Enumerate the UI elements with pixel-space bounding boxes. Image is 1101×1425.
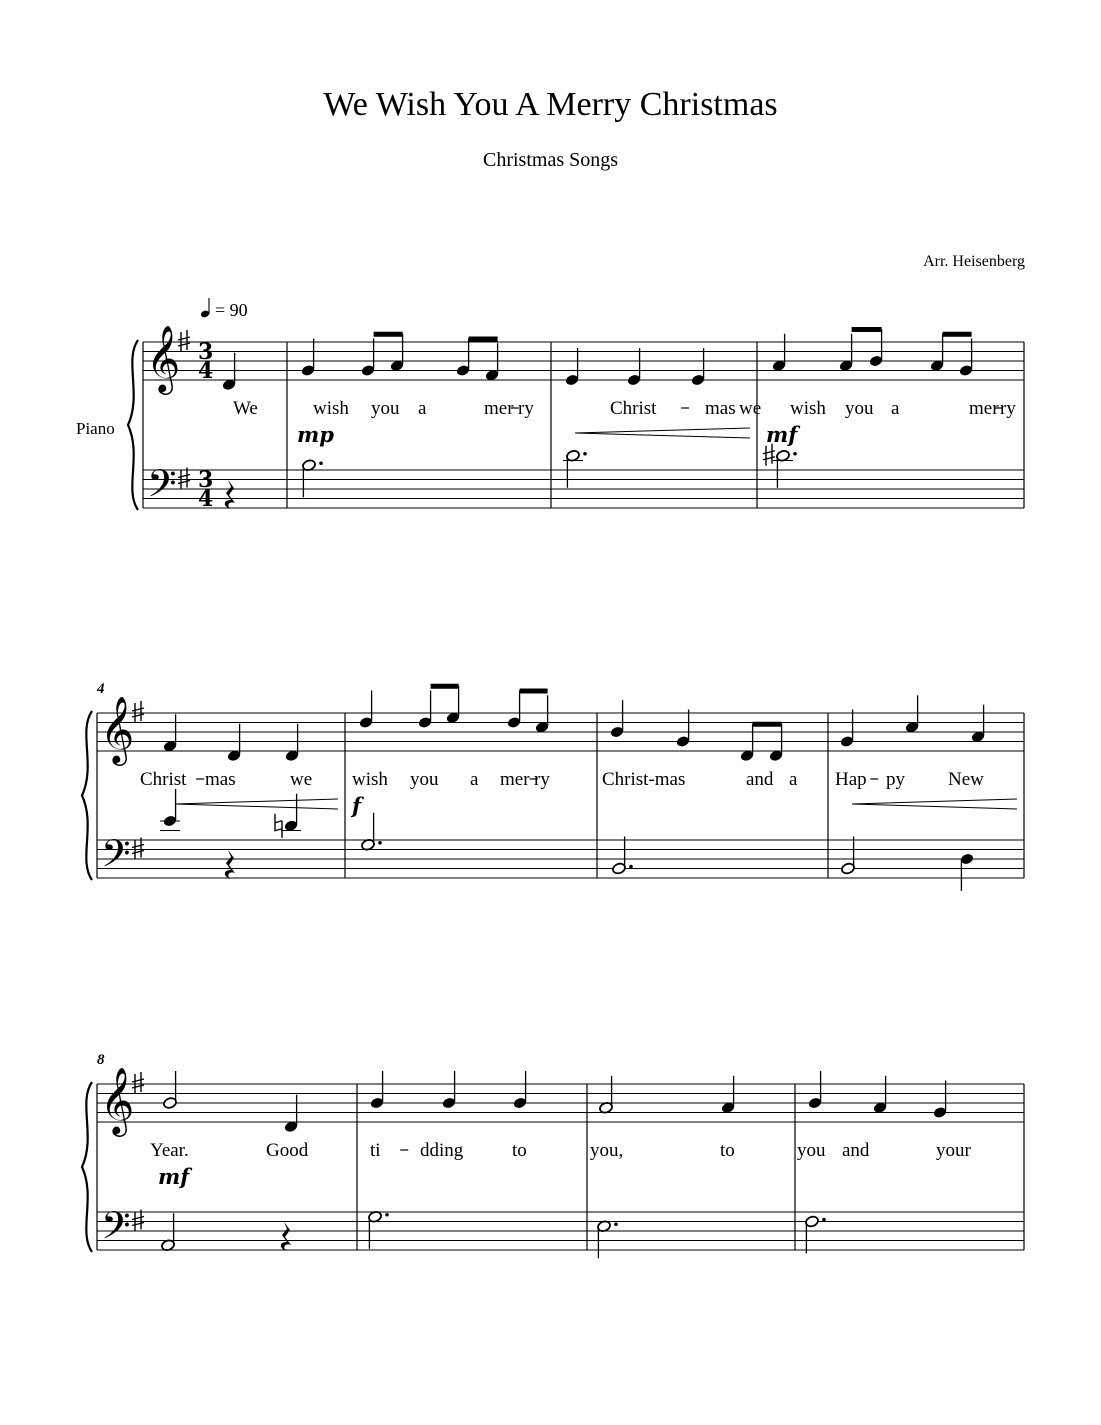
treble-clef: 𝄞	[146, 324, 181, 392]
augmentation-dot	[793, 452, 797, 456]
quarter-rest	[225, 480, 235, 509]
key-signature-sharp	[132, 1210, 144, 1232]
augmentation-dot	[385, 1213, 389, 1217]
augmentation-dot	[378, 841, 382, 845]
augmentation-dot	[614, 1222, 618, 1226]
lyric-syllable: mas	[205, 769, 236, 790]
system-1	[76, 298, 1024, 515]
lyric-syllable: and	[746, 769, 774, 790]
lyric-syllable: mer	[484, 398, 514, 419]
time-signature-top: 3	[198, 339, 214, 365]
lyric-syllable: you	[371, 398, 400, 419]
system-3	[82, 1052, 1024, 1258]
lyric-syllable: we	[290, 769, 313, 790]
lyric-syllable: to	[512, 1140, 527, 1161]
crescendo-hairpin	[852, 799, 1017, 809]
lyric-syllable: ti	[370, 1140, 381, 1161]
instrument-name: Piano	[76, 419, 115, 438]
dynamic-marking: mp	[297, 422, 334, 447]
time-signature-bottom: 4	[198, 486, 214, 512]
lyric-syllable: mas	[705, 398, 736, 419]
quarter-rest	[281, 1222, 291, 1251]
key-signature-sharp	[132, 838, 144, 860]
lyric-syllable: a	[418, 398, 427, 419]
lyric-syllable: Hap	[835, 769, 867, 790]
bass-clef: 𝄢	[147, 461, 177, 515]
dynamic-marking: f	[352, 793, 362, 818]
quarter-rest	[225, 850, 235, 879]
grand-staff-brace	[128, 340, 138, 510]
time-signature-top: 3	[198, 467, 214, 493]
lyric-syllable: a	[891, 398, 900, 419]
lyric-syllable: your	[936, 1140, 971, 1161]
key-signature-sharp	[178, 468, 190, 490]
lyric-syllable: wish	[352, 769, 388, 790]
lyric-syllable: mer	[500, 769, 530, 790]
augmentation-dot	[319, 461, 323, 465]
beam	[753, 722, 782, 727]
beam	[469, 337, 498, 342]
beam	[374, 332, 403, 337]
arranger-credit: Arr. Heisenberg	[923, 253, 1025, 270]
dynamic-marking: mf	[158, 1164, 190, 1189]
lyric-syllable: We	[233, 398, 258, 419]
lyric-syllable: you	[845, 398, 874, 419]
lyric-syllable: dding	[420, 1140, 464, 1161]
lyric-syllable: to	[720, 1140, 735, 1161]
lyric-syllable: mer	[969, 398, 999, 419]
crescendo-hairpin	[175, 799, 338, 809]
score-subtitle: Christmas Songs	[482, 149, 619, 171]
lyric-syllable: Christ-mas	[602, 769, 686, 790]
treble-clef: 𝄞	[100, 695, 135, 763]
beam	[943, 332, 972, 337]
lyric-syllable: and	[842, 1140, 870, 1161]
grand-staff-brace	[82, 711, 92, 880]
lyric-syllable: ry	[534, 769, 550, 790]
lyric-syllable: Christ	[140, 769, 187, 790]
lyric-syllable: a	[470, 769, 479, 790]
bass-clef: 𝄢	[101, 831, 131, 885]
score-title: We Wish You A Merry Christmas	[323, 86, 778, 123]
beam	[520, 689, 548, 694]
lyric-syllable: wish	[313, 398, 349, 419]
grand-staff-brace	[82, 1082, 92, 1252]
lyric-syllable: you	[410, 769, 439, 790]
beam	[852, 327, 882, 332]
dynamic-marking: mf	[766, 422, 798, 447]
beam	[431, 684, 459, 689]
tempo-marking: = 90	[215, 300, 248, 320]
lyric-syllable: Good	[266, 1140, 309, 1161]
lyric-syllable: a	[789, 769, 798, 790]
lyric-syllable: py	[886, 769, 905, 790]
bass-clef: 𝄢	[101, 1203, 131, 1257]
lyric-syllable: wish	[790, 398, 826, 419]
augmentation-dot	[583, 452, 587, 456]
lyric-syllable: you,	[590, 1140, 624, 1161]
lyric-syllable: you	[797, 1140, 826, 1161]
accidental-sharp	[763, 444, 775, 466]
treble-clef: 𝄞	[100, 1066, 135, 1134]
time-signature-bottom: 4	[198, 358, 214, 384]
lyric-syllable: Christ	[610, 398, 657, 419]
lyric-syllable: ry	[1000, 398, 1016, 419]
lyric-syllable: New	[948, 769, 984, 790]
lyric-syllable: ry	[518, 398, 534, 419]
augmentation-dot	[629, 865, 633, 869]
lyric-syllable: Year.	[150, 1140, 189, 1161]
measure-number: 4	[97, 681, 105, 697]
natural-sign	[275, 814, 282, 838]
lyric-syllable: we	[739, 398, 762, 419]
augmentation-dot	[822, 1218, 826, 1222]
measure-number: 8	[97, 1052, 105, 1068]
crescendo-hairpin	[575, 428, 750, 438]
system-2	[82, 681, 1024, 891]
